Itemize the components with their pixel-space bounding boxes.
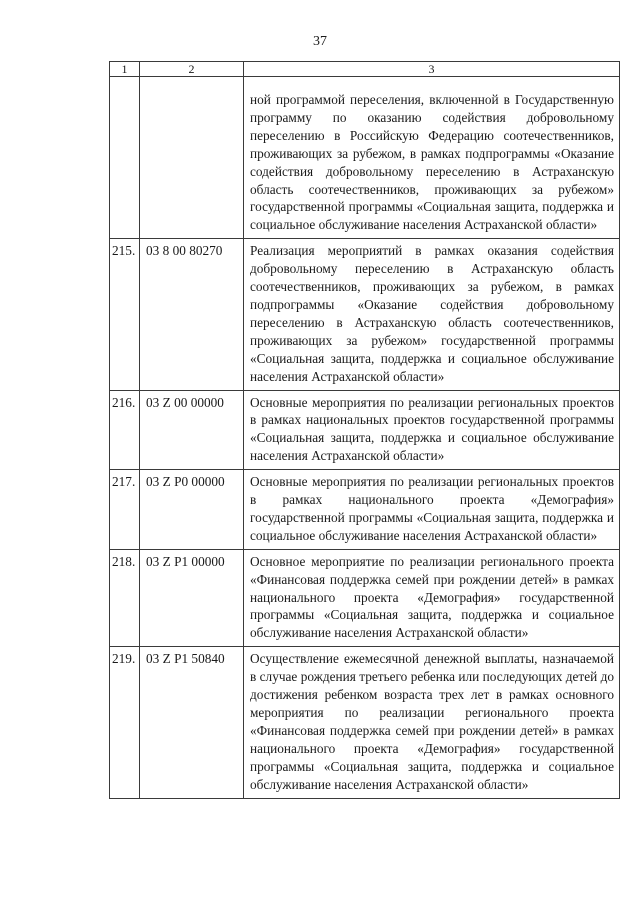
row-number [110,77,140,239]
budget-classification-table [109,61,620,799]
row-description: ной программой переселения, включенной в Государственную программу по оказанию содействия добровольному переселению в Российскую Федерацию соотечественников, проживающих за рубежом, в рамках подпрограммы «Оказание содействия добровольному переселению в Астраханскую область соотечественников, проживающих за рубежом» государственной программы «Социальная защита, поддержка и социальное обслуживание населения Астраханской области» [244,77,620,239]
row-number: 219. [110,647,140,798]
table-header [110,62,620,77]
table-row-216 [110,390,620,470]
row-description: Основные мероприятия по реализации региональных проектов в рамках национальных проектов государственной программы «Социальная защита, поддержка и социальное обслуживание населения Астраханской области» [244,390,620,470]
row-number: 215. [110,239,140,390]
table-row-218 [110,549,620,647]
row-code [140,77,244,239]
row-code: 03 Z 00 00000 [140,390,244,470]
row-number: 218. [110,549,140,647]
header-row [110,62,620,77]
column-header-number: 1 [110,62,140,77]
column-header-description: 3 [244,62,620,77]
row-number: 216. [110,390,140,470]
row-description: Осуществление ежемесячной денежной выплаты, назначаемой в случае рождения третьего ребенка или последующих детей до достижения ребенком возраста трех лет в рамках основного мероприятия по реализации регионального проекта «Финансовая поддержка семей при рождении детей» в рамках национального проекта «Демография» государственной программы «Социальная защита, поддержка и социальное обслуживание населения Астраханской области» [244,647,620,798]
row-number: 217. [110,470,140,550]
column-header-code: 2 [140,62,244,77]
row-code: 03 Z P0 00000 [140,470,244,550]
row-code: 03 8 00 80270 [140,239,244,390]
table-row-continuation [110,77,620,239]
table-row-215 [110,239,620,390]
table-row-217 [110,470,620,550]
row-description: Реализация мероприятий в рамках оказания содействия добровольному переселению в Астраханскую область соотечественников, проживающих за рубежом, в рамках подпрограммы «Оказание содействия добровольному переселению в Астраханскую область соотечественников, проживающих за рубежом» государственной программы «Социальная защита, поддержка и социальное обслуживание населения Астраханской области» [244,239,620,390]
row-description: Основное мероприятие по реализации регионального проекта «Финансовая поддержка семей при рождении детей» в рамках национального проекта «Демография» государственной программы «Социальная защита, поддержка и социальное обслуживание населения Астраханской области» [244,549,620,647]
row-code: 03 Z P1 00000 [140,549,244,647]
row-code: 03 Z P1 50840 [140,647,244,798]
table-row-219 [110,647,620,798]
row-description: Основные мероприятия по реализации региональных проектов в рамках национального проекта «Демография» государственной программы «Социальная защита, поддержка и социальное обслуживание населения Астраханской области» [244,470,620,550]
page-number: 37 [313,34,327,49]
